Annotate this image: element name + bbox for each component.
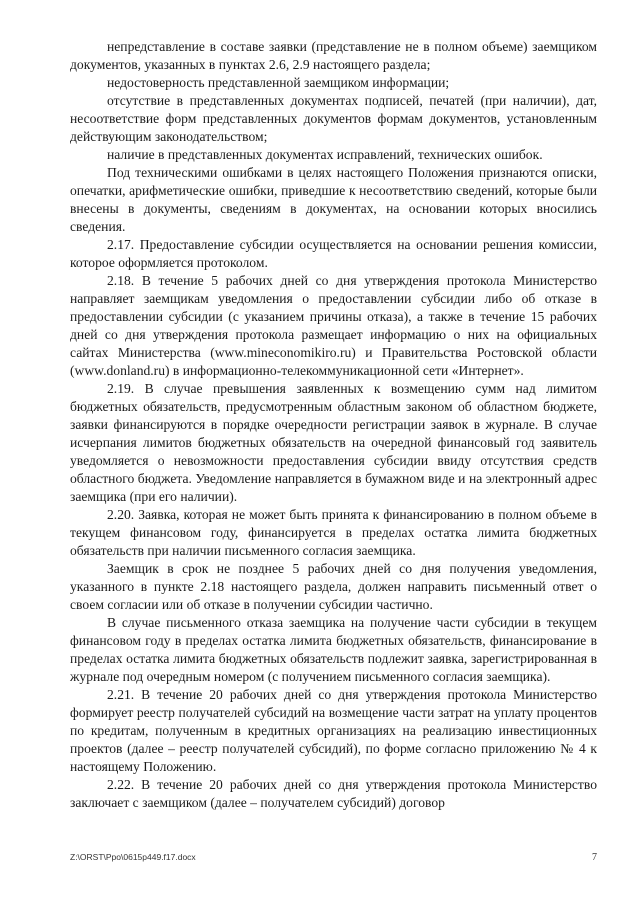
paragraph-2-18: 2.18. В течение 5 рабочих дней со дня утверждения протокола Министерство направляет заемщикам уведомления о предоставлении субсидии либо об отказе в предоставлении субсидии (с указанием причины отказа), а также в течение 15 рабочих дней со дня утверждения протокола размещает информацию о них на официальных сайтах Министерства (www.mineconomikiro.ru) и Правительства Ростовской области (www.donland.ru) в информационно-телекоммуникационной сети «Интернет».: [70, 273, 597, 378]
paragraph-borrower-response: Заемщик в срок не позднее 5 рабочих дней со дня получения уведомления, указанного в пункте 2.18 настоящего раздела, должен направить письменный ответ о своем согласии или об отказе в получении субсидии частично.: [70, 561, 597, 612]
page-footer: [70, 852, 597, 866]
document-body: [70, 38, 597, 812]
paragraph-2-19: 2.19. В случае превышения заявленных к возмещению сумм над лимитом бюджетных обязательств, предусмотренным областным законом об областном бюджете, заявки финансируются в порядке очередности регистрации заявок в журнале. В случае исчерпания лимитов бюджетных обязательств на очередной финансовый год заявитель уведомляется о невозможности предоставления субсидии ввиду отсутствия средств областного бюджета. Уведомление направляется в бумажном виде и на электронный адрес заемщика (при его наличии).: [70, 381, 597, 504]
paragraph-missing-signatures: отсутствие в представленных документах подписей, печатей (при наличии), дат, несоответствие форм представленных документов формам документов, установленным действующим законодательством;: [70, 93, 597, 144]
paragraph-technical-errors: Под техническими ошибками в целях настоящего Положения признаются описки, опечатки, арифметические ошибки, приведшие к несоответствию сведений, которые были внесены в документы, сведениям в документах, на основании которых вносились сведения.: [70, 165, 597, 234]
file-path: Z:\ORST\Ppo\0615p449.f17.docx: [70, 852, 196, 862]
paragraph-2-22: 2.22. В течение 20 рабочих дней со дня утверждения протокола Министерство заключает с заемщиком (далее – получателем субсидий) договор: [70, 777, 597, 810]
page-number: 7: [592, 852, 597, 863]
paragraph-2-21: 2.21. В течение 20 рабочих дней со дня утверждения протокола Министерство формирует реестр получателей субсидий на возмещение части затрат на уплату процентов по кредитам, полученным в кредитных организациях на реализацию инвестиционных проектов (далее – реестр получателей субсидий), по форме согласно приложению № 4 к настоящему Положению.: [70, 687, 597, 774]
paragraph-false-information: недостоверность представленной заемщиком информации;: [107, 75, 450, 90]
paragraph-2-20: 2.20. Заявка, которая не может быть принята к финансированию в полном объеме в текущем финансовом году, финансируется в пределах остатка лимита бюджетных обязательств при наличии письменного согласия заемщика.: [70, 507, 597, 558]
paragraph-2-17: 2.17. Предоставление субсидии осуществляется на основании решения комиссии, которое оформляется протоколом.: [70, 237, 597, 270]
paragraph-corrections: наличие в представленных документах исправлений, технических ошибок.: [107, 147, 543, 162]
paragraph-missing-documents: непредставление в составе заявки (представление не в полном объеме) заемщиком документов, указанных в пунктах 2.6, 2.9 настоящего раздела;: [70, 39, 597, 72]
paragraph-written-refusal: В случае письменного отказа заемщика на получение части субсидии в текущем финансовом году в пределах остатка лимита бюджетных обязательств, финансирование в пределах остатка лимита бюджетных обязательств подлежит заявка, зарегистрированная в журнале под очередным номером (с получением письменного согласия заемщика).: [70, 615, 597, 684]
